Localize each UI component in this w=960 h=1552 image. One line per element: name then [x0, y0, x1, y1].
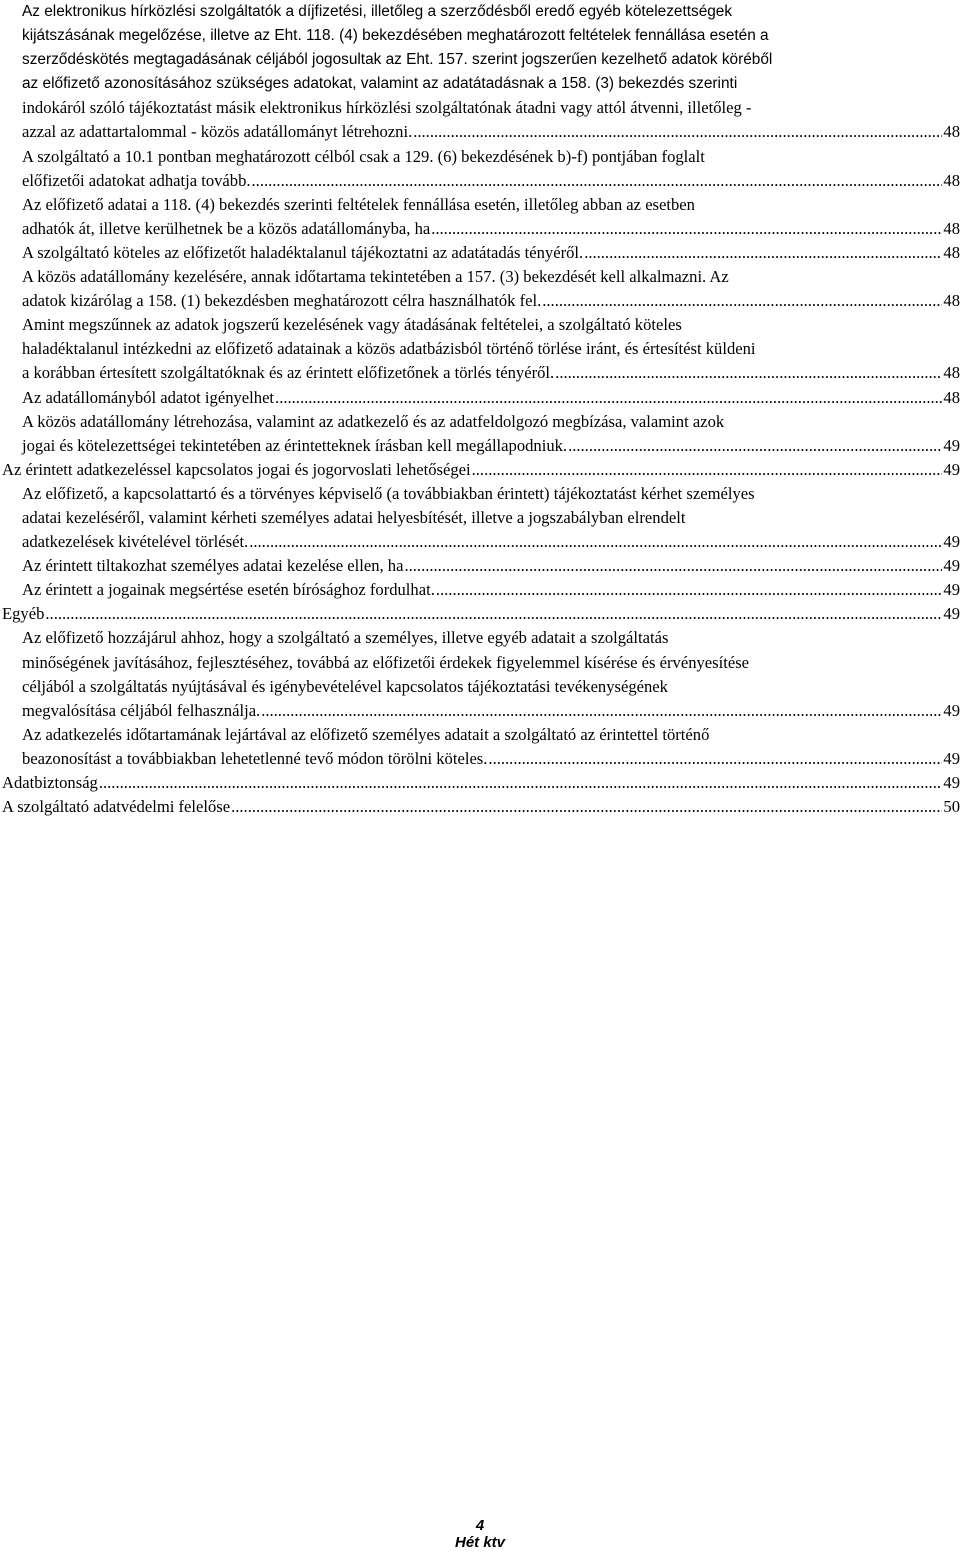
toc-entry-text: Egyéb — [2, 604, 45, 624]
toc-page-number: 49 — [943, 748, 960, 768]
toc-entry-line[interactable] — [2, 410, 960, 434]
toc-entry-line[interactable] — [2, 265, 960, 289]
toc-page-number: 49 — [943, 773, 960, 792]
toc-dot-leader — [542, 289, 942, 313]
toc-entry-line[interactable] — [2, 626, 960, 650]
toc-entry-line[interactable] — [2, 554, 960, 578]
toc-entry-text: Az adatkezelés időtartamának lejártával az előfizető személyes adatait a szolgáltató az érintettel történő — [22, 724, 710, 744]
toc-entry-text: szerződéskötés megtagadásának céljából jogosultak az Eht. 157. szerint jogszerűen kezelhető adatok köréből — [22, 51, 773, 69]
toc-entry-text: adatai kezeléséről, valamint kérheti személyes adatai helyesbítését, illetve a jogszabályban elrendelt — [22, 507, 686, 527]
toc-dot-leader — [99, 771, 943, 795]
toc-entry-text: beazonosítást a továbbiakban lehetetlenné tevő módon törölni köteles. — [22, 748, 488, 768]
toc-entry-text: Az előfizető, a kapcsolattartó és a törvényes képviselő (a továbbiakban érintett) tájékoztatást kérhet személyes — [22, 483, 755, 503]
toc-entry-line[interactable] — [2, 795, 960, 819]
toc-entry-line[interactable] — [2, 48, 960, 72]
toc-entry-line[interactable] — [2, 313, 960, 337]
toc-entry-line[interactable] — [2, 602, 960, 626]
toc-dot-leader — [45, 602, 942, 626]
toc-dot-leader — [231, 795, 942, 819]
page-number: 4 — [475, 1517, 485, 1534]
toc-page-number: 48 — [943, 387, 960, 407]
toc-entry-line[interactable] — [2, 434, 960, 458]
toc-entry-text: előfizetői adatokat adhatja tovább. — [22, 170, 251, 190]
toc-dot-leader — [261, 699, 942, 723]
toc-entry-text: céljából a szolgáltatás nyújtásával és igénybevételével kapcsolatos tájékoztatási tevékenységének — [22, 676, 668, 696]
toc-dot-leader — [249, 530, 942, 554]
toc-entry-line[interactable] — [2, 723, 960, 747]
toc-entry-line[interactable] — [2, 530, 960, 554]
toc-entry-text: az előfizető azonosításához szükséges adatokat, valamint az adatátadásnak a 158. (3) bekezdés szerinti — [22, 75, 738, 93]
toc-entry-text: Amint megszűnnek az adatok jogszerű kezelésének vagy átadásának feltételei, a szolgáltató köteles — [22, 315, 682, 335]
toc-page-number: 48 — [943, 122, 960, 142]
toc-entry-line[interactable] — [2, 193, 960, 217]
toc-entry-line[interactable] — [2, 217, 960, 241]
table-of-contents — [2, 0, 960, 819]
toc-entry-text: Az előfizető hozzájárul ahhoz, hogy a szolgáltató a személyes, illetve egyéb adatait a szolgáltatás — [22, 628, 669, 648]
toc-entry-text: indokáról szóló tájékoztatást másik elektronikus hírközlési szolgáltatónak átadni vagy attól átvenni, illetőleg - — [22, 98, 752, 118]
toc-entry-line[interactable] — [2, 241, 960, 265]
toc-entry-text: Az érintett tiltakozhat személyes adatai kezelése ellen, ha — [22, 556, 404, 576]
toc-page-number: 48 — [943, 242, 960, 262]
toc-entry-line[interactable] — [2, 651, 960, 675]
toc-page-number: 49 — [943, 580, 960, 600]
toc-page-number: 49 — [943, 532, 960, 552]
footer-subtitle: Hét ktv — [454, 1534, 506, 1551]
toc-dot-leader — [413, 120, 942, 144]
toc-entry-line[interactable] — [2, 578, 960, 602]
toc-page-number: 48 — [943, 218, 960, 238]
toc-dot-leader — [275, 386, 942, 410]
toc-dot-leader — [252, 169, 943, 193]
toc-entry-line[interactable] — [2, 289, 960, 313]
toc-page-number: 49 — [943, 604, 960, 624]
toc-entry-text: A szolgáltató adatvédelmi felelőse — [2, 797, 231, 817]
toc-entry-text: Az előfizető adatai a 118. (4) bekezdés szerinti feltételek fennállása esetén, illetőleg abban az esetben — [22, 194, 695, 214]
toc-entry-text: adatkezelések kivételével törlését. — [22, 532, 249, 552]
toc-entry-text: minőségének javításához, fejlesztéséhez, továbbá az előfizetői érdekek figyelemmel kísérése és érvényesítése — [22, 652, 750, 672]
toc-entry-line[interactable] — [2, 337, 960, 361]
toc-entry-line[interactable] — [2, 506, 960, 530]
toc-entry-text: Adatbiztonság — [2, 773, 98, 792]
toc-entry-text: Az érintett adatkezeléssel kapcsolatos jogai és jogorvoslati lehetőségei — [2, 459, 471, 479]
toc-entry-text: A közös adatállomány kezelésére, annak időtartama tekintetében a 157. (3) bekezdését kell alkalmazni. Az — [22, 267, 729, 287]
toc-entry-line[interactable] — [2, 361, 960, 385]
toc-dot-leader — [584, 241, 942, 265]
toc-page-number: 49 — [943, 700, 960, 720]
toc-entry-text: kijátszásának megelőzése, illetve az Eht. 118. (4) bekezdésében meghatározott feltételek fennállása esetén a — [22, 27, 769, 45]
toc-entry-line[interactable] — [2, 482, 960, 506]
toc-entry-text: adatok kizárólag a 158. (1) bekezdésben meghatározott célra használhatók fel. — [22, 291, 542, 311]
toc-entry-text: adhatók át, illetve kerülhetnek be a közös adatállományba, ha — [22, 218, 431, 238]
toc-entry-line[interactable] — [2, 24, 960, 48]
toc-entry-line[interactable] — [2, 72, 960, 96]
toc-dot-leader — [436, 578, 943, 602]
toc-entry-line[interactable] — [2, 458, 960, 482]
toc-entry-text: jogai és kötelezettségei tekintetében az érintetteknek írásban kell megállapodniuk. — [22, 435, 568, 455]
toc-entry-line[interactable] — [2, 771, 960, 795]
toc-page-number: 48 — [943, 170, 960, 190]
toc-page-number: 49 — [943, 459, 960, 479]
toc-entry-text: Az érintett a jogainak megsértése esetén bírósághoz fordulhat. — [22, 580, 435, 600]
toc-entry-text: megvalósítása céljából felhasználja. — [22, 700, 261, 720]
toc-entry-line[interactable] — [2, 747, 960, 771]
toc-entry-line[interactable] — [2, 169, 960, 193]
toc-entry-text: a korábban értesített szolgáltatóknak és az érintett előfizetőnek a törlés tényéről. — [22, 363, 555, 383]
toc-dot-leader — [431, 217, 942, 241]
toc-entry-line[interactable] — [2, 120, 960, 144]
toc-entry-text: Az elektronikus hírközlési szolgáltatók a díjfizetési, illetőleg a szerződésből eredő egyéb kötelezettségek — [22, 3, 733, 20]
toc-entry-line[interactable] — [2, 0, 960, 24]
toc-dot-leader — [555, 361, 942, 385]
toc-entry-line[interactable] — [2, 386, 960, 410]
toc-entry-text: azzal az adattartalommal - közös adatállományt létrehozni. — [22, 122, 413, 142]
toc-entry-text: A szolgáltató a 10.1 pontban meghatározott célból csak a 129. (6) bekezdésének b)-f) pontjában foglalt — [22, 146, 705, 166]
toc-dot-leader — [568, 434, 942, 458]
toc-page-number: 49 — [943, 435, 960, 455]
toc-page-number: 49 — [943, 556, 960, 576]
toc-page-number: 48 — [943, 363, 960, 383]
toc-entry-text: haladéktalanul intézkedni az előfizető adatainak a közös adatbázisból történő törlése iránt, és értesítést küldeni — [22, 339, 756, 359]
toc-entry-line[interactable] — [2, 699, 960, 723]
toc-entry-line[interactable] — [2, 96, 960, 120]
toc-page-number: 50 — [943, 797, 960, 817]
toc-entry-line[interactable] — [2, 145, 960, 169]
toc-dot-leader — [404, 554, 942, 578]
toc-dot-leader — [472, 458, 943, 482]
toc-entry-line[interactable] — [2, 675, 960, 699]
toc-page-number: 48 — [943, 291, 960, 311]
toc-entry-text: Az adatállományból adatot igényelhet — [22, 387, 275, 407]
toc-dot-leader — [488, 747, 942, 771]
toc-entry-text: A szolgáltató köteles az előfizetőt haladéktalanul tájékoztatni az adatátadás tényéről. — [22, 242, 584, 262]
toc-entry-text: A közös adatállomány létrehozása, valamint az adatkezelő és az adatfeldolgozó megbízása, valamint azok — [22, 411, 725, 431]
